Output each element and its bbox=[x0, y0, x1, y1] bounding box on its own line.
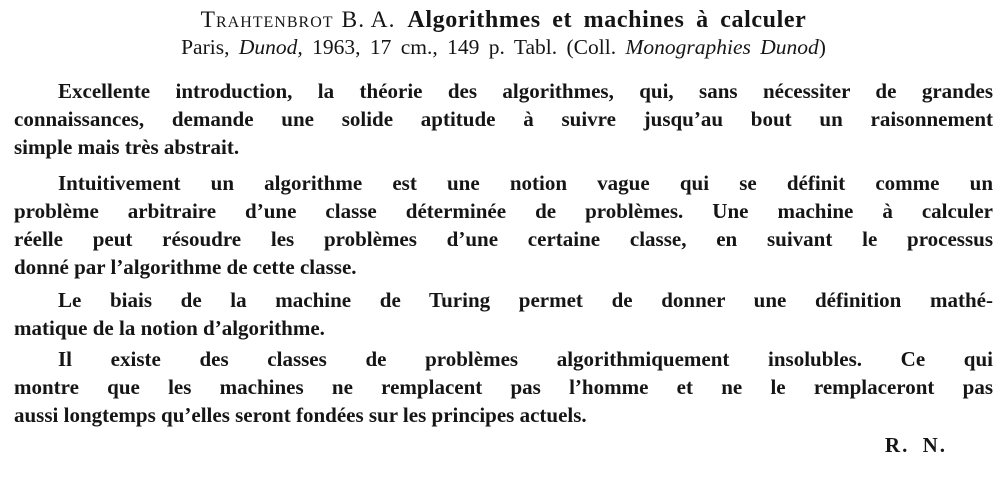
paragraph-line: montre que les machines ne remplacent pas l’homme et ne le remplaceront pas bbox=[14, 375, 993, 399]
book-title: Algorithmes et machines à calculer bbox=[407, 7, 807, 33]
publication-details: 1963, 17 cm., 149 p. Tabl. (Coll. bbox=[312, 35, 617, 59]
paragraph-line: Intuitivement un algorithme est une notion vague qui se définit comme un bbox=[58, 171, 993, 195]
author-surname: Trahtenbrot bbox=[200, 7, 334, 33]
author-initials: B. A. bbox=[341, 7, 396, 33]
review-paragraph-4 bbox=[14, 345, 993, 429]
paragraph-line: réelle peut résoudre les problèmes d’une certaine classe, en suivant le processus bbox=[14, 227, 993, 251]
paragraph-line: aussi longtemps qu’elles seront fondées sur les principes actuels. bbox=[14, 403, 587, 427]
paragraph-line: Excellente introduction, la théorie des algorithmes, qui, sans nécessiter de grandes bbox=[58, 79, 993, 103]
paragraph-line: matique de la notion d’algorithme. bbox=[14, 316, 325, 340]
reviewer-signature: R. N. bbox=[884, 433, 947, 457]
book-citation-details-line bbox=[0, 33, 1007, 61]
paragraph-line: donné par l’algorithme de cette classe. bbox=[14, 255, 357, 279]
review-paragraph-2 bbox=[14, 169, 993, 281]
review-paragraph-1 bbox=[14, 77, 993, 161]
review-paragraph-3 bbox=[14, 286, 993, 342]
book-citation-title-line bbox=[0, 6, 1007, 34]
collection-name: Monographies Dunod bbox=[625, 35, 819, 59]
paragraph-line: Il existe des classes de problèmes algorithmiquement insolubles. Ce qui bbox=[58, 347, 993, 371]
publisher: Dunod, bbox=[238, 35, 303, 59]
publication-place: Paris, bbox=[181, 35, 230, 59]
paragraph-line: problème arbitraire d’une classe déterminée de problèmes. Une machine à calculer bbox=[14, 199, 993, 223]
citation-closing-paren: ) bbox=[818, 35, 826, 59]
paragraph-line: connaissances, demande une solide aptitude à suivre jusqu’au bout un raisonnement bbox=[14, 107, 993, 131]
paragraph-line: Le biais de la machine de Turing permet de donner une définition mathé- bbox=[58, 288, 993, 312]
paragraph-line: simple mais très abstrait. bbox=[14, 135, 240, 159]
